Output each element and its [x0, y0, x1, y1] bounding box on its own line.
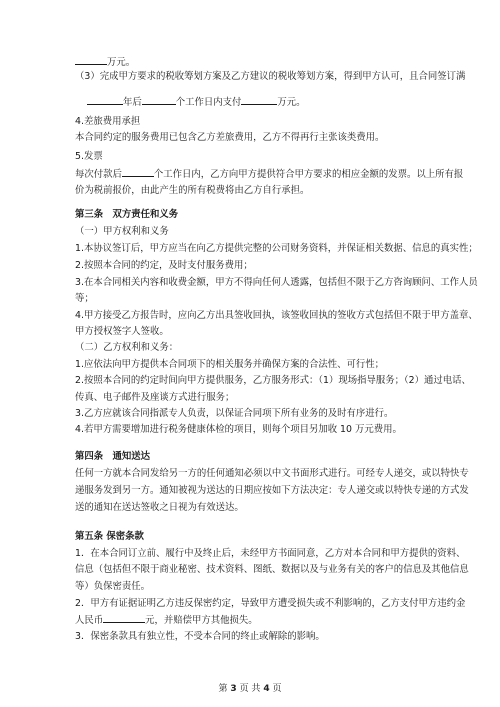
text-segment: 2．甲方有证据证明乙方违反保密约定，导致甲方遭受损失或不利影响的，乙方支付甲方违约金 — [75, 598, 466, 609]
paragraph-line — [75, 225, 435, 238]
paragraph-line — [75, 184, 435, 197]
text-segment: 4.甲方接受乙方报告时，应向乙方出具签收回执，该签收回执的签收方式包括但不限于甲方盖章、 — [75, 310, 478, 321]
text-segment: 价为税前报价，由此产生的所有税费将由乙方自行承担。 — [75, 185, 310, 196]
text-segment: 信息（包括但不限于商业秘密、技术资料、图纸、数据以及与业务有关的客户的信息及其他信息 — [75, 564, 469, 575]
paragraph-line — [75, 580, 435, 593]
text-segment: 人民币 — [75, 615, 104, 626]
paragraph-line — [75, 325, 435, 338]
text-segment: 3.在本合同相关内容和收费金额，甲方不得向任何人透露，包括但不限于乙方咨询顾问、工作人员 — [75, 277, 478, 288]
text-segment: 1.本协议签订后，甲方应当在向乙方提供完整的公司财务资料，并保证相关数据、信息的真实性； — [75, 243, 478, 254]
paragraph-line — [75, 484, 469, 497]
text-segment: 5.发票 — [75, 151, 103, 162]
text-segment: 第五条 保密条款 — [75, 531, 144, 542]
paragraph-line — [75, 407, 435, 420]
blank-underline — [87, 95, 123, 105]
paragraph-line — [75, 276, 478, 289]
text-segment: 3．保密条款具有独立性，不受本合同的终止或解除的影响。 — [75, 631, 325, 642]
text-segment: 元，并赔偿甲方其他损失。 — [145, 615, 258, 626]
text-segment: 传真、电子邮件及座谈方式进行服务； — [75, 392, 235, 403]
text-segment: 等； — [75, 293, 94, 304]
section-heading — [75, 208, 435, 221]
paragraph-line — [75, 259, 435, 272]
text-segment: 第三条 双方责任和义务 — [75, 209, 179, 220]
text-segment: （3）完成甲方要求的税收筹划方案及乙方建议的税收筹划方案，得到甲方认可，且合同签订满 — [75, 71, 466, 82]
paragraph-line — [75, 563, 469, 576]
paragraph-line — [75, 55, 435, 69]
text-segment: （二）乙方权利和义务： — [75, 342, 179, 353]
paragraph-line — [75, 131, 435, 144]
blank-underline — [241, 95, 277, 105]
paragraph-line — [75, 242, 478, 255]
footer-middle: 页 共 — [239, 684, 261, 694]
paragraph-line — [75, 391, 435, 404]
text-segment: 2.按照本合同的约定，及时支付服务费用； — [75, 260, 253, 271]
section-heading — [75, 450, 435, 463]
paragraph-line — [75, 374, 471, 387]
paragraph-line — [75, 423, 435, 436]
blank-underline — [75, 55, 107, 65]
blank-underline — [142, 95, 176, 105]
paragraph-line — [75, 70, 466, 83]
paragraph-line — [75, 309, 478, 322]
text-segment: 2.按照本合同的约定时间向甲方提供服务，乙方服务形式：（1）现场指导服务；（2）通过电话、 — [75, 375, 471, 386]
paragraph-line — [75, 613, 435, 627]
text-segment: 1.应依法向甲方提供本合同项下的相关服务并确保方案的合法性、可行性； — [75, 359, 384, 370]
paragraph-line — [75, 358, 435, 371]
paragraph-line — [75, 292, 435, 305]
text-segment: 3.乙方应就该合同指派专人负责，以保证合同项下所有业务的及时有序进行。 — [75, 408, 394, 419]
text-segment: （一）甲方权利和义务 — [75, 226, 169, 237]
paragraph-line — [75, 547, 466, 560]
total-pages-number: 4 — [263, 684, 270, 694]
text-segment: 本合同约定的服务费用已包含乙方差旅费用，乙方不得再行主张该类费用。 — [75, 132, 385, 143]
paragraph-line — [75, 115, 435, 128]
text-segment: 4.若甲方需要增加进行税务健康体检的项目，则每个项目另加收 10 万元费用。 — [75, 424, 402, 435]
text-segment: 递服务发到另一方。通知被视为送达的日期应按如下方法决定：专人递交或以特快专递的方式发 — [75, 485, 469, 496]
text-segment: 甲方授权签字人签收。 — [75, 326, 169, 337]
paragraph-line — [75, 341, 435, 354]
text-segment: 任何一方就本合同发给另一方的任何通知必须以中文书面形式进行。可经专人递交，或以特快专 — [75, 468, 469, 479]
text-segment: 每次付款后 — [75, 169, 122, 180]
page-footer — [0, 681, 500, 694]
text-segment: 4.差旅费用承担 — [75, 116, 141, 127]
text-segment: 1．在本合同订立前、履行中及终止后，未经甲方书面同意，乙方对本合同和甲方提供的资料、 — [75, 548, 466, 559]
paragraph-line — [75, 467, 469, 480]
current-page-number: 3 — [230, 684, 237, 694]
footer-prefix: 第 — [218, 684, 228, 694]
text-segment: 年后 — [123, 97, 142, 108]
blank-underline — [103, 613, 145, 623]
text-segment: 个工作日内支付 — [175, 97, 242, 108]
paragraph-line — [87, 95, 447, 109]
text-segment: 第四条 通知送达 — [75, 451, 151, 462]
text-segment: 等）负保密责任。 — [75, 581, 151, 592]
paragraph-line — [75, 630, 435, 643]
text-segment: 个工作日内，乙方向甲方提供符合甲方要求的相应金额的发票。以上所有报 — [153, 169, 464, 180]
blank-underline — [122, 167, 154, 177]
text-segment: 送的通知在送达签收之日视为有效送达。 — [75, 502, 244, 513]
paragraph-line — [75, 167, 464, 181]
section-heading — [75, 530, 435, 543]
text-segment: 万元。 — [277, 97, 306, 108]
text-segment: 万元。 — [107, 57, 136, 68]
paragraph-line — [75, 150, 435, 163]
paragraph-line — [75, 501, 435, 514]
footer-suffix: 页 — [272, 684, 282, 694]
paragraph-line — [75, 597, 466, 610]
